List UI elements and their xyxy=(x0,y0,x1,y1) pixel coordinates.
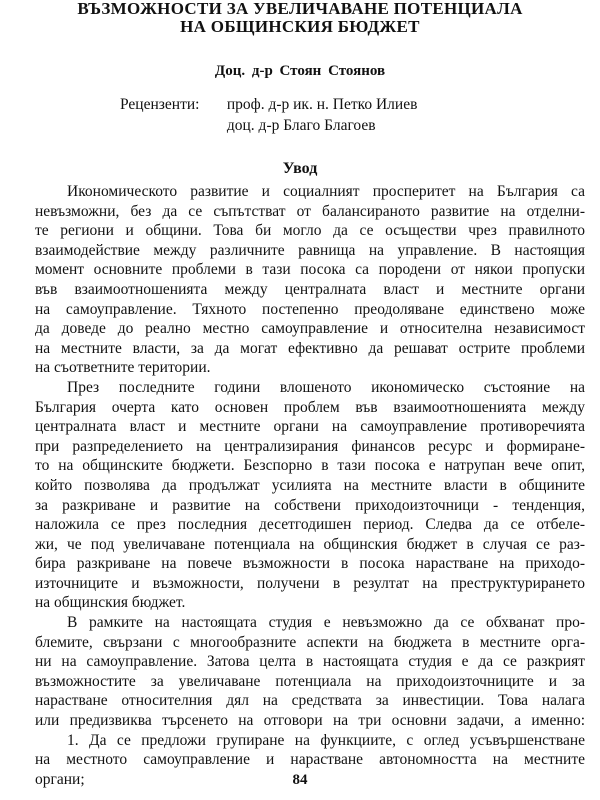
text-line: възможностите за увеличаване потенциала на приходоизточниците и за xyxy=(35,672,585,690)
text-line: ни на самоуправление. Затова целта в настоящата студия е да се разкрият xyxy=(35,653,585,671)
reviewers-block xyxy=(120,94,560,136)
text-line: органи; xyxy=(35,770,85,788)
body-text xyxy=(35,182,585,789)
text-line: то на общинските бюджети. Безспорно в тази посока е натрупан вече опит, xyxy=(35,457,585,475)
text-line: 1. Да се предложи групиране на функциите, с оглед усъвършенстване xyxy=(67,731,585,749)
section-title: Увод xyxy=(282,160,318,177)
reviewer-1: проф. д-р ик. н. Петко Илиев xyxy=(226,96,418,113)
text-line: те региони и общини. Това би могло да се осъществи чрез правилното xyxy=(35,222,585,240)
article-title xyxy=(0,0,600,36)
reviewers-row-2 xyxy=(120,115,560,136)
text-line: централната власт и местните органи на самоуправление противоречията xyxy=(35,418,585,436)
title-line-2: НА ОБЩИНСКИЯ БЮДЖЕТ xyxy=(180,17,420,36)
reviewer-2: доц. д-р Благо Благоев xyxy=(226,117,376,134)
text-line: взаимодействие между различните равнища на управление. В настоящия xyxy=(35,241,585,259)
reviewers-label: Рецензенти: xyxy=(120,96,200,113)
text-line: при разпределението на централизирания финансов ресурс и формиране- xyxy=(35,437,585,455)
text-line: блемите, свързани с многообразните аспекти на бюджета в местните орга- xyxy=(35,633,585,651)
text-line: През последните години влошеното икономическо състояние на xyxy=(67,378,585,396)
text-line: който позволява да продължат усилията на местните власти в общините xyxy=(35,476,585,494)
text-line: наложила се през последния десетгодишен период. Следва да се отбеле- xyxy=(35,516,585,534)
text-line: на местното самоуправление и нарастване автономността на местните xyxy=(35,751,585,769)
text-line: на самоуправление. Тяхното постепенно преодоляване единствено може xyxy=(35,300,585,318)
text-line: нарастване относителния дял на средствата за инвестиции. Това налага xyxy=(35,692,585,710)
text-line: В рамките на настоящата студия е невъзможно да се обхванат про- xyxy=(67,614,585,632)
page-number: 84 xyxy=(292,772,308,788)
title-line-1: ВЪЗМОЖНОСТИ ЗА УВЕЛИЧАВАНЕ ПОТЕНЦИАЛА xyxy=(77,0,523,18)
text-line: България очерта като основен проблем във взаимоотношенията между xyxy=(35,398,585,416)
text-line: или предизвиква търсенето на отговори на три основни задачи, а именно: xyxy=(35,712,585,730)
text-line: на общинския бюджет. xyxy=(35,594,186,612)
text-line: невъзможни, без да се съпътстват от балансираното развитие на отделни- xyxy=(35,202,585,220)
text-line: за разкриване и развитие на собствени приходоизточници - тенденция, xyxy=(35,496,585,514)
text-line: на съответните територии. xyxy=(35,359,211,377)
text-line: Икономическото развитие и социалният просперитет на България са xyxy=(67,183,585,200)
reviewers-row-1 xyxy=(120,94,560,115)
text-line: във взаимоотношенията между централната власт и местните органи xyxy=(35,280,585,298)
text-line: жи, че под увеличаване потенциала на общинския бюджет в случая се раз- xyxy=(35,535,585,553)
author: Доц. д-р Стоян Стоянов xyxy=(214,63,386,79)
text-line: момент основните проблеми в тази посока са породени от някои пропуски xyxy=(35,261,585,279)
text-line: да доведе до реално местно самоуправление и относителна независимост xyxy=(35,320,585,338)
text-line: на местните власти, за да могат ефективно да решават острите проблеми xyxy=(35,339,585,357)
text-line: източниците и възможности, получени в резултат на преструктурирането xyxy=(35,574,585,592)
text-line: бира разкриване на повече възможности в посока нарастване на приходо- xyxy=(35,555,585,573)
